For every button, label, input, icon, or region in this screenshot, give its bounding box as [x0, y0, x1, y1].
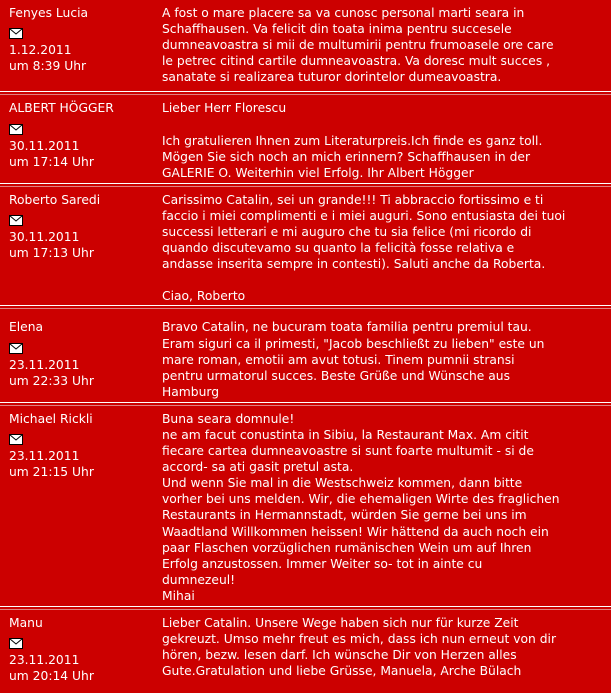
entry-message: [154, 615, 611, 684]
entry-author-column: [0, 100, 154, 180]
message-line: Bravo Catalin, ne bucuram toata familia pentru premiul tau.: [162, 320, 532, 335]
message-gap: [162, 272, 605, 288]
entry-date: 1.12.2011: [9, 43, 72, 58]
entry-date: 30.11.2011: [9, 229, 80, 244]
message-line: quando discutevamo su quanto la felicità fosse relativa e: [162, 241, 515, 256]
entry-message: [154, 100, 611, 180]
entry-message: [154, 411, 611, 604]
message-line: faccio i miei complimenti e i miei auguri. Sono entusiasta dei tuoi: [162, 208, 566, 223]
message-line: Mögen Sie sich noch an mich erinnern? Schaffhausen in der: [162, 149, 531, 164]
entry-message: [154, 319, 611, 399]
entry-time: um 20:14 Uhr: [9, 669, 94, 684]
entry-date: 23.11.2011: [9, 448, 80, 463]
author-name: Michael Rickli: [9, 411, 93, 426]
entry-author-column: [0, 411, 154, 604]
message-line: Gute.Gratulation und liebe Grüsse, Manuela, Arche Bülach: [162, 664, 522, 679]
entry-date: 30.11.2011: [9, 138, 80, 153]
author-name: ALBERT HÖGGER: [9, 101, 114, 116]
message-line: GALERIE O. Weiterhin viel Erfolg. Ihr Albert Högger: [162, 165, 474, 180]
entry-author-column: [0, 5, 154, 85]
message-line: sanatate si realizarea tuturor dorintelor dumeavoastra.: [162, 70, 502, 85]
author-name: Manu: [9, 616, 43, 630]
message-line: Carissimo Catalin, sei un grande!!! Ti abbraccio fortissimo e ti: [162, 192, 544, 207]
message-line: Lieber Herr Florescu: [162, 101, 287, 116]
message-line: successi letterari e mi auguro che tu sia felice (mi ricordo di: [162, 225, 532, 240]
message-line: dumneavoastra si mii de multumirii pentru frumoasele ore care: [162, 38, 554, 53]
message-line: paar Flaschen vorzüglichen rumänischen Wein um auf Ihren: [162, 540, 532, 555]
message-line: Waadtland Willkommen heissen! Wir hättend da auch noch ein: [162, 524, 549, 539]
entry-time: um 21:15 Uhr: [9, 465, 94, 480]
message-line: fiecare cartea dumneavoastre si sunt foarte multumit - si de: [162, 444, 534, 459]
entry-date: 23.11.2011: [9, 357, 80, 372]
author-name: Roberto Saredi: [9, 192, 101, 207]
envelope-icon[interactable]: [9, 28, 23, 39]
guestbook-entry: [0, 309, 611, 399]
message-line: Schaffhausen. Va felicit din toata inima pentru succesele: [162, 22, 512, 37]
message-line: andasse inserita sempre in contesti). Saluti anche da Roberta.: [162, 257, 546, 272]
message-line: le petrec citind cartile dumneavoastra. Va doresc mult succes ,: [162, 54, 551, 69]
guestbook-entry: [0, 95, 611, 180]
message-line: ne am facut conustinta in Sibiu, la Restaurant Max. Am citit: [162, 427, 529, 442]
entry-author-column: [0, 192, 154, 305]
message-line: Und wenn Sie mal in die Westschweiz kommen, dann bitte: [162, 476, 523, 491]
message-line: vorher bei uns melden. Wir, die ehemaligen Wirte des fraglichen: [162, 492, 560, 507]
guestbook-entry: [0, 187, 611, 305]
envelope-icon[interactable]: [9, 434, 23, 445]
message-line: dumnezeul!: [162, 572, 236, 587]
message-line: Restaurants in Hermannstadt, würden Sie gerne bei uns im: [162, 508, 527, 523]
message-line: Buna seara domnule!: [162, 411, 295, 426]
message-line: Lieber Catalin. Unsere Wege haben sich nur für kurze Zeit: [162, 616, 519, 630]
entry-message: [154, 5, 611, 85]
message-line: Mihai: [162, 588, 195, 603]
entry-time: um 17:13 Uhr: [9, 246, 94, 261]
message-line: accord- sa ati gasit pretul asta.: [162, 460, 354, 475]
message-line: hören, bezw. lesen darf. Ich wünsche Dir von Herzen alles: [162, 648, 517, 663]
entry-time: um 17:14 Uhr: [9, 154, 94, 169]
entry-time: um 22:33 Uhr: [9, 373, 94, 388]
envelope-icon[interactable]: [9, 215, 23, 226]
message-line: gekreuzt. Umso mehr freut es mich, dass ich nun erneut von dir: [162, 632, 557, 647]
entry-author-column: [0, 319, 154, 399]
entry-author-column: [0, 615, 154, 684]
entry-message: [154, 192, 611, 305]
guestbook-entry: [0, 406, 611, 604]
message-line: Ciao, Roberto: [162, 289, 246, 304]
message-line: Erfolg anzustossen. Immer Weiter so- tot in ainte cu: [162, 556, 483, 571]
message-line: Eram siguri ca il primesti, "Jacob beschließt zu lieben" este un: [162, 336, 545, 351]
envelope-icon[interactable]: [9, 124, 23, 135]
message-line: mare roman, emotii am avut totusi. Tinem pumnii stransi: [162, 352, 515, 367]
envelope-icon[interactable]: [9, 343, 23, 354]
message-line: A fost o mare placere sa va cunosc personal marti seara in: [162, 6, 525, 20]
message-line: pentru urmatorul succes. Beste Grüße und Wünsche aus: [162, 368, 511, 383]
guestbook-entry: [0, 0, 611, 85]
guestbook-entry: [0, 610, 611, 684]
entry-time: um 8:39 Uhr: [9, 59, 87, 74]
message-gap: [162, 117, 605, 133]
author-name: Fenyes Lucia: [9, 6, 89, 20]
message-line: Ich gratulieren Ihnen zum Literaturpreis.Ich finde es ganz toll.: [162, 133, 543, 148]
envelope-icon[interactable]: [9, 638, 23, 649]
message-line: Hamburg: [162, 384, 220, 399]
author-name: Elena: [9, 320, 44, 335]
entry-date: 23.11.2011: [9, 653, 80, 668]
